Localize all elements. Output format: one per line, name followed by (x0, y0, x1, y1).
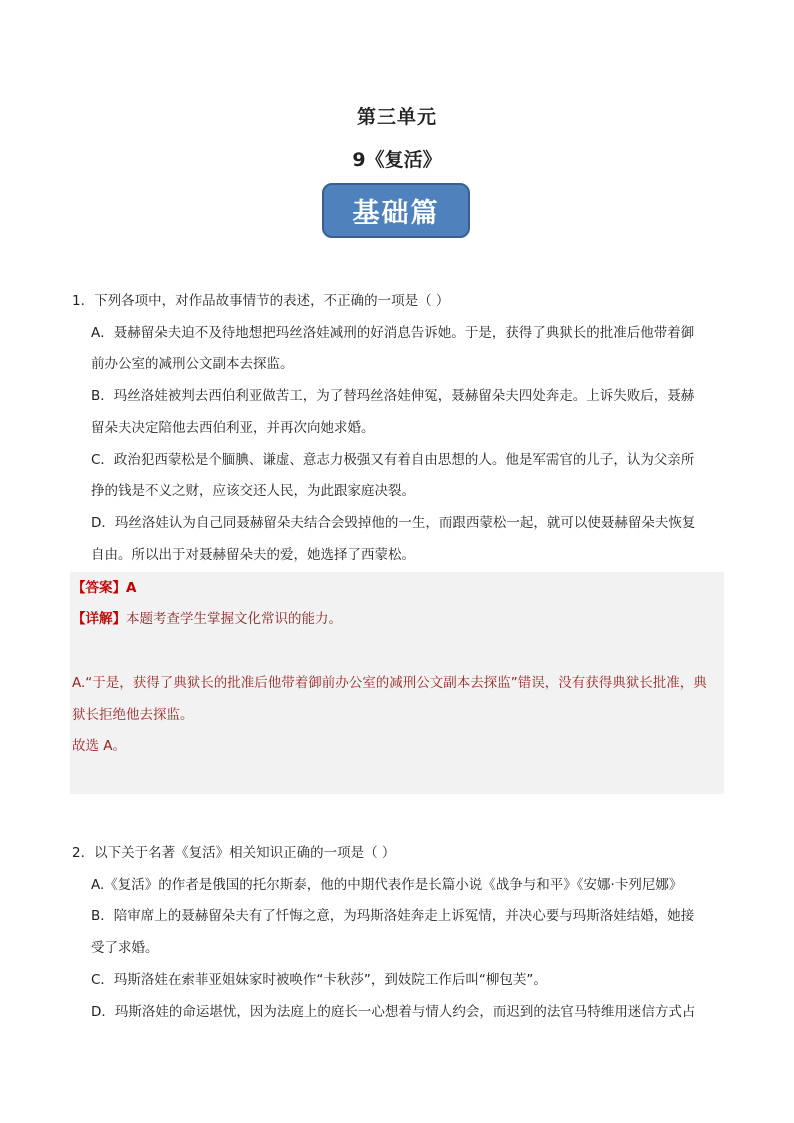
unit-title: 第三单元 (356, 106, 437, 128)
q1-option-d-line1: D．玛丝洛娃认为自己同聂赫留朵夫结合会毁掉他的一生，而跟西蒙松一起，就可以使聂赫留朵夫恢复 (91, 515, 696, 531)
explanation-line-1: A.“于是，获得了典狱长的批准后他带着御前办公室的减刑公文副本去探监”错误，没有获得典狱长批准，典 (72, 675, 707, 691)
q1-option-b-line1: B．玛丝洛娃被判去西伯利亚做苦工，为了替玛丝洛娃伸冤，聂赫留朵夫四处奔走。上诉失败后，聂赫 (91, 388, 695, 404)
q2-option-b-line2: 受了求婚。 (91, 940, 159, 956)
explanation-line-2: 狱长拒绝他去探监。 (72, 707, 194, 723)
detail-text: 本题考查学生掌握文化常识的能力。 (126, 611, 342, 627)
q1-option-d-line2: 自由。所以出于对聂赫留朵夫的爱，她选择了西蒙松。 (91, 547, 415, 563)
q1-option-a-line2: 前办公室的减刑公文副本去探监。 (91, 356, 294, 372)
question-1-stem: 1．下列各项中，对作品故事情节的表述，不正确的一项是（ ） (72, 293, 450, 309)
q2-option-d-line1: D．玛斯洛娃的命运堪忧，因为法庭上的庭长一心想着与情人约会，而迟到的法官马特维用迷信方式占 (91, 1004, 696, 1020)
section-badge-label: 基础篇 (352, 198, 440, 229)
answer-value: A (126, 580, 137, 596)
q2-option-c: C．玛斯洛娃在索菲亚姐妹家时被唤作“卡秋莎”，到妓院工作后叫“柳包芙”。 (91, 972, 547, 988)
q2-option-b-line1: B．陪审席上的聂赫留朵夫有了忏悔之意，为玛斯洛娃奔走上诉冤情，并决心要与玛斯洛娃结婚，她接 (91, 908, 695, 924)
q1-option-a-line1: A．聂赫留朵夫迫不及待地想把玛丝洛娃减刑的好消息告诉她。于是，获得了典狱长的批准后他带着御 (91, 325, 695, 341)
question-2-stem: 2．以下关于名著《复活》相关知识正确的一项是（ ） (72, 845, 396, 861)
detail-tag: 【详解】 (72, 611, 126, 627)
q1-option-c-line1: C．政治犯西蒙松是个腼腆、谦虚、意志力极强又有着自由思想的人。他是军需官的儿子，认为父亲所 (91, 452, 695, 468)
q1-option-b-line2: 留朵夫决定陪他去西伯利亚，并再次向她求婚。 (91, 420, 375, 436)
section-badge (322, 183, 470, 238)
q1-detail (72, 609, 342, 629)
q2-option-a: A.《复活》的作者是俄国的托尔斯泰，他的中期代表作是长篇小说《战争与和平》《安娜·卡列尼娜》 (91, 877, 683, 893)
lesson-title: 9《复活》 (352, 149, 442, 171)
choose-answer: 故选 A。 (72, 738, 127, 754)
answer-tag: 【答案】 (72, 580, 126, 596)
q1-option-c-line2: 挣的钱是不义之财，应该交还人民，为此跟家庭决裂。 (91, 483, 415, 499)
q1-answer (72, 578, 136, 598)
